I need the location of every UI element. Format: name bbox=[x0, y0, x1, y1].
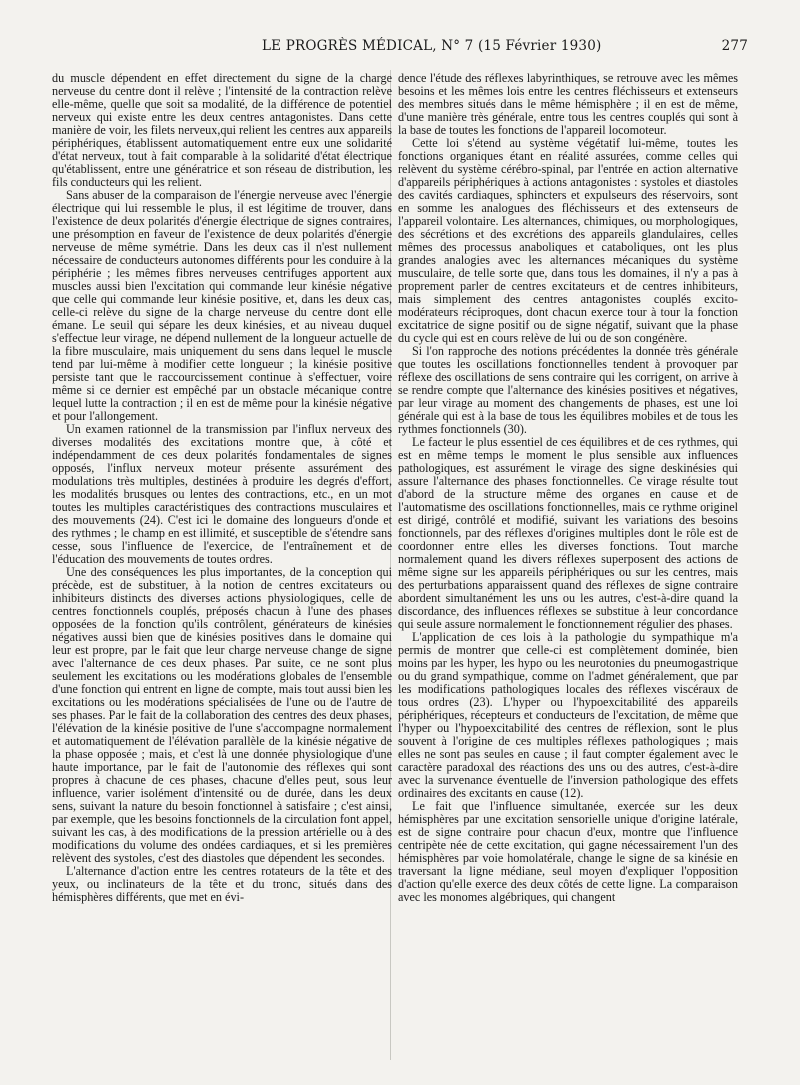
paragraph: Le facteur le plus essentiel de ces équilibres et de ces rythmes, qui est en même temps le moment le plus sensible aux influences pathologiques, est assurément le virage des signe deskinésies qui assure l'alternance des phases fonctionnelles. Ce virage résulte tout d'abord de la structure même des organes en cause et de l'automatisme des oscillations fonctionnelles, mais ce rythme originel est dirigé, contrôlé et modifié, suivant les variations des besoins fonctionnels, par des réflexes d'origines multiples dont le rôle est de coordonner entre elles les diverses fonctions. Tout marche normalement quand les divers réflexes superposent des actions de même signe sur les appareils périphériques ou sur les centres, mais des perturbations apparaissent quand des réflexes de signe contraire abordent simultanément les uns ou les autres, c'est-à-dire quand la discordance, des influences réflexes se substitue à leur concordance qui seule assure normalement le fonctionnement régulier des phases. bbox=[398, 435, 738, 631]
paragraph: Un examen rationnel de la transmission par l'influx nerveux des diverses modalités des excitations montre que, à côté et indépendamment de ces deux polarités fondamentales de signes opposés, l'influx nerveux moteur présente assurément des modulations très multiples, destinées à produire les degrés d'effort, les modalités brusques ou lentes des contractions, etc., en un mot toutes les multiples caractéristiques des contractions musculaires et des mouvements (24). C'est ici le domaine des longueurs d'onde et des rythmes ; le champ en est illimité, et susceptible de s'étendre sans cesse, sous l'influence de l'exercice, de l'entraînement et de l'éducation des mouvements de toutes ordres. bbox=[52, 422, 392, 566]
paragraph: Cette loi s'étend au système végétatif lui-même, toutes les fonctions organiques étant en réalité assurées, comme celles qui relèvent du système cérébro-spinal, par l'entrée en action alternative d'appareils périphériques à actions antagonistes : systoles et diastoles des cavités cardiaques, sphincters et expulseurs des réservoirs, sont en somme les analogues des fléchisseurs et des extenseurs de l'appareil volontaire. Les alternances, chimiques, ou morphologiques, des sécrétions et des excrétions des appareils glandulaires, celles mêmes des processus anaboliques et cataboliques, ont les plus grandes analogies avec les alternances mécaniques du système musculaire, de telle sorte que, dans tous les domaines, il n'y a pas à proprement parler de centres excitateurs et de centres inhibiteurs, mais simplement des centres antagonistes couplés excito-modérateurs réciproques, dont chacun exerce tour à tour la fonction excitatrice de signe positif ou de signe négatif, suivant que la phase du cycle qui est en cours relève de lui ou de son congénère. bbox=[398, 136, 738, 345]
paragraph: Sans abuser de la comparaison de l'énergie nerveuse avec l'énergie électrique qui lui ressemble le plus, il est légitime de trouver, dans l'existence de deux polarités d'énergie électrique de signes contraires, une présomption en faveur de l'existence de deux polarités d'énergie nerveuse de même symétrie. Dans les deux cas il n'est nullement nécessaire de conducteurs autonomes différents pour les conduire à la périphérie ; les mêmes fibres nerveuses centrifuges apportent aux muscles aussi bien l'excitation qui commande leur kinésie négative que celle qui commande leur kinésie positive, et, dans les deux cas, celle-ci relève du signe de la charge nerveuse du centre dont elle émane. Le seuil qui sépare les deux kinésies, et au niveau duquel s'effectue leur virage, ne dépend nullement de la longueur actuelle de la fibre musculaire, mais uniquement du sens dans lequel le muscle tend par lui-même à modifier cette longueur ; la kinésie positive persiste tant que le raccourcissement continue à s'effectuer, voire même si ce dernier est empêché par un obstacle mécanique contre lequel lutte la contraction ; il en est de même pour la kinésie négative et pour l'allongement. bbox=[52, 188, 392, 423]
left-column bbox=[52, 72, 392, 904]
paragraph: Si l'on rapproche des notions précédentes la donnée très générale que toutes les oscillations fonctionnelles tendent à provoquer par réflexe des oscillations de sens contraire qui les corrigent, on arrive à se rendre compte que l'alternance des kinésies positives et négatives, par leur virage au moment des changements de phases, est une loi générale qui est à la base de tous les équilibres mobiles et de tous les rythmes fonctionnels (30). bbox=[398, 344, 738, 436]
journal-title: LE PROGRÈS MÉDICAL, N° 7 (15 Février 1930) bbox=[262, 38, 602, 54]
paragraph: dence l'étude des réflexes labyrinthiques, se retrouve avec les mêmes besoins et les mêmes lois entre les centres fléchisseurs et extenseurs des membres situés dans le même hémisphère ; il en est de même, d'une manière très générale, entre tous les centres couplés qui sont à la base de toutes les fonctions de l'appareil locomoteur. bbox=[398, 71, 738, 137]
paragraph: L'alternance d'action entre les centres rotateurs de la tête et des yeux, ou inclinateurs de la tête et du tronc, situés dans des hémisphères différents, que met en évi- bbox=[52, 864, 392, 904]
right-column bbox=[398, 72, 738, 904]
page-number: 277 bbox=[721, 38, 748, 54]
paragraph: L'application de ces lois à la pathologie du sympathique m'a permis de montrer que celle-ci est complètement dominée, bien moins par les hyper, les hypo ou les neurotonies du pneumogastrique ou du grand sympathique, comme on l'admet généralement, que par les modifications pathologiques locales des réflexes viscéraux de tous ordres (23). L'hyper ou l'hypoexcitabilité des appareils périphériques, récepteurs et conducteurs de l'excitation, de même que l'hyper ou l'hypoexcitabilité des centres de réflexion, sont le plus souvent à l'origine de ces multiples réflexes pathologiques ; mais elles ne sont pas seules en cause ; il faut compter également avec le caractère paradoxal des réactions des uns ou des autres, c'est-à-dire avec la survenance éventuelle de l'inversion pathologique des effets ordinaires des excitants en cause (12). bbox=[398, 630, 738, 800]
paragraph: Une des conséquences les plus importantes, de la conception qui précède, est de substituer, à la notion de centres excitateurs ou inhibiteurs distincts des diverses actions physiologiques, celle de centres fonctionnels couplés, préposés chacun à l'une des phases opposées de la fonction qu'ils contrôlent, générateurs de kinésies négatives aussi bien que de kinésies positives dans le domaine qui leur est propre, par le fait que leur charge nerveuse change de signe avec l'alternance de ces deux phases. Par suite, ce ne sont plus seulement les excitations ou les modérations globales de l'ensemble d'une fonction qui entrent en ligne de compte, mais tout aussi bien les excitations ou les modérations spécialisées de l'une ou de l'autre de ses phases. Par le fait de la collaboration des centres des deux phases, l'élévation de la kinésie positive de l'une s'accompagne normalement et automatiquement de l'élévation parallèle de la kinésie négative de la phase opposée ; mais, et c'est là une donnée physiologique d'une haute importance, par le fait de l'autonomie des réflexes qui sont propres à chacune de ces phases, chacune d'elles peut, sous leur influence, varier isolément d'intensité ou de durée, dans les deux sens, suivant la nature du besoin fonctionnel à satisfaire ; c'est ainsi, par exemple, que les besoins fonctionnels de la circulation font appel, suivant les cas, à des modifications de la pression artérielle ou à des modifications du volume des ondées cardiaques, et si les premières relèvent des systoles, c'est des diastoles que dépendent les secondes. bbox=[52, 565, 392, 865]
paragraph: Le fait que l'influence simultanée, exercée sur les deux hémisphères par une excitation sensorielle unique d'origine latérale, est de signe contraire pour chacun d'eux, montre que l'influence centripète née de cette excitation, qui gagne nécessairement l'un des hémisphères par voie homolatérale, change le signe de sa kinésie en traversant la ligne médiane, seul moyen d'expliquer l'opposition d'action qu'elle exerce des deux côtés de cette ligne. La comparaison avec les monomes algébriques, qui changent bbox=[398, 799, 738, 904]
paragraph: du muscle dépendent en effet directement du signe de la charge nerveuse du centre dont il relève ; l'intensité de la contraction relève elle-même, quelle que soit sa modalité, de la différence de potentiel nerveux qui existe entre les deux centres antagonistes. Dans cette manière de voir, les filets nerveux,qui relient les centres aux appareils périphériques, établissent automatiquement entre eux une solidarité d'état nerveux, tout à fait comparable à la solidarité d'état électrique qu'établissent, entre une génératrice et son réseau de distribution, les fils conducteurs qui les relient. bbox=[52, 71, 392, 189]
running-header bbox=[52, 38, 748, 58]
